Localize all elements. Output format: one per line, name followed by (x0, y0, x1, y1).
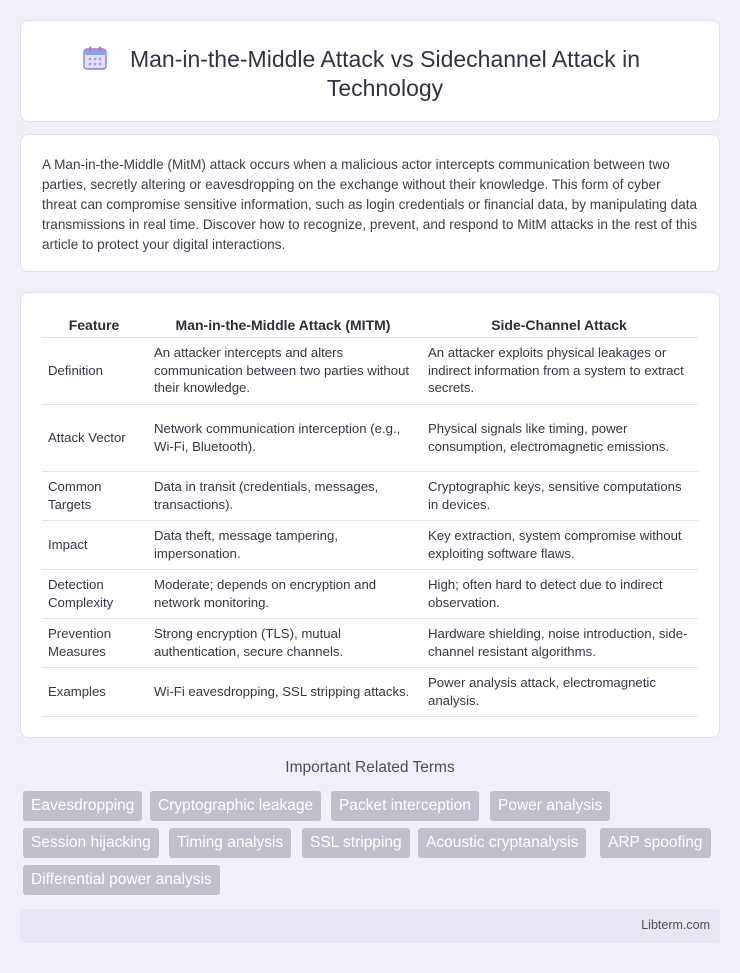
tag-eavesdropping[interactable]: Eavesdropping (23, 791, 142, 821)
side-channel-cell: An attacker exploits physical leakages or indirect information from a system to extract secrets. (420, 338, 698, 405)
table-header-row (42, 313, 698, 338)
mitm-cell: Moderate; depends on encryption and network monitoring. (146, 570, 420, 619)
footer (20, 909, 720, 943)
table-row (42, 570, 698, 619)
mitm-cell: Strong encryption (TLS), mutual authentication, secure channels. (146, 619, 420, 668)
tag-power-analysis[interactable]: Power analysis (490, 791, 610, 821)
feature-cell: Attack Vector (42, 405, 146, 472)
side-channel-cell: Hardware shielding, noise introduction, side-channel resistant algorithms. (420, 619, 698, 668)
feature-cell: Impact (42, 521, 146, 570)
table-row (42, 338, 698, 405)
tag-packet-interception[interactable]: Packet interception (331, 791, 479, 821)
tag-arp-spoofing[interactable]: ARP spoofing (600, 828, 711, 858)
table-row (42, 472, 698, 521)
header-mitm: Man-in-the-Middle Attack (MITM) (146, 313, 420, 338)
feature-cell: Prevention Measures (42, 619, 146, 668)
mitm-cell: Network communication interception (e.g., Wi-Fi, Bluetooth). (146, 405, 420, 472)
side-channel-cell: Power analysis attack, electromagnetic analysis. (420, 668, 698, 717)
feature-cell: Common Targets (42, 472, 146, 521)
footer-site-link[interactable]: Libterm.com (641, 918, 710, 932)
tag-differential-power-analysis[interactable]: Differential power analysis (23, 865, 220, 895)
comparison-card (20, 292, 720, 738)
tag-session-hijacking[interactable]: Session hijacking (23, 828, 159, 858)
side-channel-cell: Cryptographic keys, sensitive computations in devices. (420, 472, 698, 521)
table-row (42, 619, 698, 668)
title-card (20, 20, 720, 122)
side-channel-cell: Physical signals like timing, power consumption, electromagnetic emissions. (420, 405, 698, 472)
feature-cell: Definition (42, 338, 146, 405)
mitm-cell: Data theft, message tampering, impersonation. (146, 521, 420, 570)
side-channel-cell: High; often hard to detect due to indirect observation. (420, 570, 698, 619)
tag-ssl-stripping[interactable]: SSL stripping (302, 828, 410, 858)
table-row (42, 521, 698, 570)
table-row (42, 668, 698, 717)
side-channel-cell: Key extraction, system compromise without exploiting software flaws. (420, 521, 698, 570)
comparison-table (42, 313, 698, 717)
mitm-cell: Wi-Fi eavesdropping, SSL stripping attacks. (146, 668, 420, 717)
header-feature: Feature (42, 313, 146, 338)
header-side-channel: Side-Channel Attack (420, 313, 698, 338)
mitm-cell: Data in transit (credentials, messages, transactions). (146, 472, 420, 521)
intro-paragraph: A Man-in-the-Middle (MitM) attack occurs when a malicious actor intercepts communication between two parties, secretly altering or eavesdropping on the exchange without their knowledge. This form of cyber threat can compromise sensitive information, such as login credentials or financial data, by manipulating data transmissions in real time. Discover how to recognize, prevent, and respond to MitM attacks in the rest of this article to protect your digital interactions. (42, 157, 698, 252)
page-title: Man-in-the-Middle Attack vs Sidechannel Attack in Technology (129, 46, 641, 101)
mitm-cell: An attacker intercepts and alters communication between two parties without their knowledge. (146, 338, 420, 405)
intro-card (20, 134, 720, 272)
feature-cell: Detection Complexity (42, 570, 146, 619)
table-row (42, 405, 698, 472)
feature-cell: Examples (42, 668, 146, 717)
tag-timing-analysis[interactable]: Timing analysis (169, 828, 291, 858)
related-terms-heading: Important Related Terms (285, 759, 455, 776)
tag-acoustic-cryptanalysis[interactable]: Acoustic cryptanalysis (418, 828, 586, 858)
tag-cryptographic-leakage[interactable]: Cryptographic leakage (150, 791, 321, 821)
